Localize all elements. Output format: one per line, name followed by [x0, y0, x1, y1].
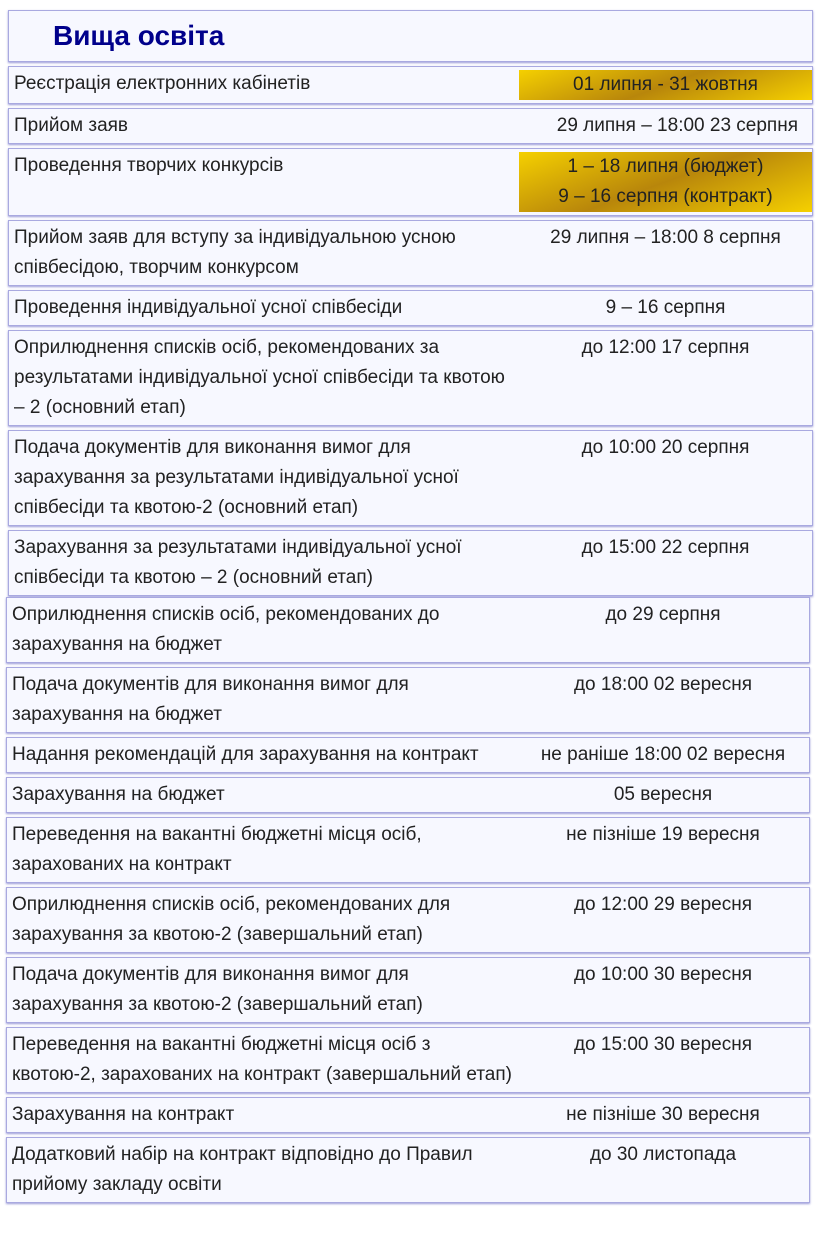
event-name: Надання рекомендацій для зарахування на контракт — [12, 744, 479, 765]
event-date — [517, 1140, 809, 1200]
schedule-row — [6, 777, 810, 813]
event-name: Зарахування за результатами індивідуальної усної співбесіди та квотою – 2 (основний етап) — [14, 537, 462, 588]
schedule-row — [6, 1097, 810, 1133]
date-text: не раніше 18:00 02 вересня — [540, 744, 786, 765]
schedule-row — [6, 817, 810, 883]
event-date — [517, 600, 809, 660]
schedule-row — [8, 430, 813, 526]
event-date — [519, 70, 812, 100]
page-title: Вища освіта — [53, 20, 225, 51]
date-text: не пізніше 19 вересня — [566, 824, 760, 845]
event-name: Оприлюднення списків осіб, рекомендованих за результатами індивідуальної усної співбесіди та квотою – 2 (основний етап) — [14, 337, 505, 418]
date-text: до 18:00 02 вересня — [573, 674, 753, 695]
event-name: Подача документів для виконання вимог для зарахування на бюджет — [12, 674, 409, 725]
event-name: Проведення індивідуальної усної співбесіди — [14, 297, 403, 318]
event-name: Оприлюднення списків осіб, рекомендованих до зарахування на бюджет — [12, 604, 440, 655]
event-name: Переведення на вакантні бюджетні місця осіб, зарахованих на контракт — [12, 824, 422, 875]
date-text: до 15:00 30 вересня — [573, 1034, 753, 1055]
event-name: Подача документів для виконання вимог для зарахування за квотою-2 (завершальний етап) — [12, 964, 423, 1015]
event-date — [517, 1100, 809, 1130]
event-name: Прийом заяв для вступу за індивідуальною усною співбесідою, творчим конкурсом — [14, 227, 456, 278]
event-date — [517, 820, 809, 880]
event-name: Прийом заяв — [14, 115, 129, 136]
schedule-row — [8, 108, 813, 144]
schedule-row — [6, 597, 810, 663]
event-name: Оприлюднення списків осіб, рекомендованих для зарахування за квотою-2 (завершальний етап) — [12, 894, 451, 945]
date-text: 29 липня – 18:00 8 серпня — [550, 227, 781, 248]
event-date — [519, 152, 812, 212]
event-date — [517, 670, 809, 730]
schedule-row — [8, 290, 813, 326]
event-date — [519, 333, 812, 423]
event-date — [519, 533, 812, 593]
schedule-row — [6, 737, 810, 773]
date-text: до 12:00 17 серпня — [581, 337, 750, 358]
schedule-row — [6, 1137, 810, 1203]
event-name: Зарахування на контракт — [12, 1104, 235, 1125]
event-date — [517, 960, 809, 1020]
event-date — [519, 223, 812, 283]
event-name: Переведення на вакантні бюджетні місця осіб з квотою-2, зарахованих на контракт (завершальний етап) — [12, 1034, 512, 1085]
schedule-row — [6, 887, 810, 953]
event-name: Подача документів для виконання вимог для зарахування за результатами індивідуальної усної співбесіди та квотою-2 (основний етап) — [14, 437, 459, 518]
date-text: 1 – 18 липня (бюджет) — [567, 156, 764, 177]
date-text: 05 вересня — [613, 784, 713, 805]
schedule-row — [6, 667, 810, 733]
event-name: Реєстрація електронних кабінетів — [14, 73, 311, 94]
date-text: до 12:00 29 вересня — [573, 894, 753, 915]
event-name: Зарахування на бюджет — [12, 784, 225, 805]
schedule-part-1 — [8, 10, 813, 600]
date-text: 29 липня – 18:00 23 серпня — [556, 115, 798, 136]
date-text: до 15:00 22 серпня — [581, 537, 750, 558]
event-date — [519, 293, 812, 323]
schedule-row — [8, 66, 813, 104]
section-header — [8, 10, 813, 62]
event-date — [519, 433, 812, 523]
schedule-row — [8, 530, 813, 596]
date-text: 01 липня - 31 жовтня — [573, 74, 758, 95]
date-text: 9 – 16 серпня — [605, 297, 726, 318]
event-name: Додатковий набір на контракт відповідно до Правил прийому закладу освіти — [12, 1144, 473, 1195]
event-date — [519, 111, 812, 141]
date-text: до 10:00 30 вересня — [573, 964, 753, 985]
schedule-row — [8, 330, 813, 426]
date-text: до 29 серпня — [605, 604, 721, 625]
event-date — [517, 1030, 809, 1090]
date-text: до 30 листопада — [589, 1144, 737, 1165]
schedule-row — [6, 957, 810, 1023]
event-date — [517, 740, 809, 770]
schedule-row — [6, 1027, 810, 1093]
schedule-row — [8, 148, 813, 216]
date-text: не пізніше 30 вересня — [566, 1104, 760, 1125]
schedule-part-2 — [6, 597, 810, 1207]
date-text: до 10:00 20 серпня — [581, 437, 750, 458]
event-date — [517, 780, 809, 810]
event-date — [517, 890, 809, 950]
event-name: Проведення творчих конкурсів — [14, 155, 284, 176]
schedule-row — [8, 220, 813, 286]
date-text-2: 9 – 16 серпня (контракт) — [558, 186, 773, 207]
